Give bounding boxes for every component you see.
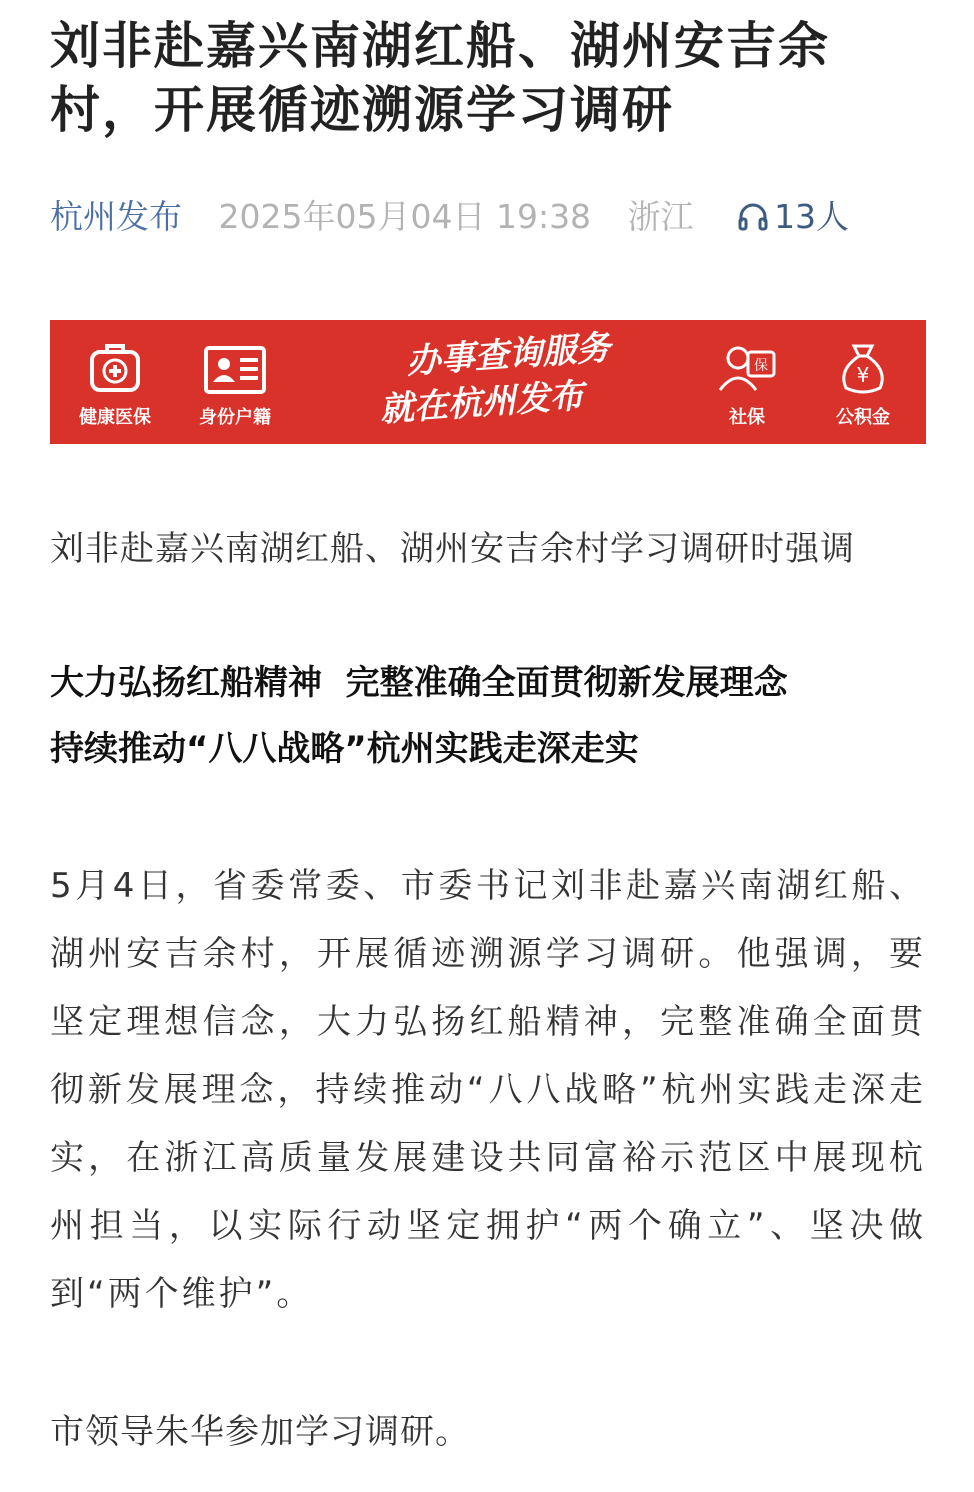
headline-line-2: 持续推动“八八战略”杭州实践走深走实: [50, 729, 639, 769]
service-banner[interactable]: [50, 320, 926, 444]
region-label: 浙江: [627, 197, 694, 236]
publish-time: 2025年05月04日 19:38: [218, 197, 592, 236]
article-meta: [50, 192, 926, 242]
headline-line-1: 大力弘扬红船精神 完整准确全面贯彻新发展理念: [50, 663, 788, 703]
article-title: 刘非赴嘉兴南湖红船、湖州安吉余村，开展循迹溯源学习调研: [50, 17, 830, 139]
money-bag-icon: [832, 338, 894, 400]
source-link[interactable]: 杭州发布: [50, 197, 182, 236]
listener-count: 13人: [774, 197, 850, 236]
banner-label-health: 健康医保: [79, 407, 151, 428]
banner-item-fund[interactable]: [808, 338, 918, 430]
svg-text:保: 保: [754, 358, 768, 374]
headphones-icon: [736, 200, 770, 234]
banner-label-fund: 公积金: [836, 407, 890, 428]
svg-text:¥: ¥: [856, 363, 870, 387]
article-lead: 刘非赴嘉兴南湖红船、湖州安吉余村学习调研时强调: [50, 529, 855, 569]
banner-label-id: 身份户籍: [199, 407, 271, 428]
social-security-icon: [714, 338, 780, 400]
slogan-line-2: 就在杭州发布: [378, 375, 585, 431]
banner-slogan: [347, 321, 673, 435]
banner-label-social-security: 社保: [729, 407, 765, 428]
listen-button[interactable]: [736, 192, 849, 242]
banner-item-id[interactable]: [180, 338, 290, 430]
article-paragraph: 5月4日，省委常委、市委书记刘非赴嘉兴南湖红船、湖州安吉余村，开展循迹溯源学习调研。他强调，要坚定理想信念，大力弘扬红船精神，完整准确全面贯彻新发展理念，持续推动“八八战略”杭州实践走深走实，在浙江高质量发展建设共同富裕示范区中展现杭州担当，以实际行动坚定拥护“两个确立”、坚决做到“两个维护”。: [50, 866, 926, 1314]
slogan-line-1: 办事查询服务: [405, 327, 612, 383]
article-paragraph: 市领导朱华参加学习调研。: [50, 1412, 470, 1452]
article-headline: [50, 650, 926, 782]
banner-item-health[interactable]: [60, 338, 170, 430]
banner-item-social-security[interactable]: [692, 338, 802, 430]
medical-kit-icon: [84, 338, 146, 400]
id-card-icon: [202, 338, 268, 400]
